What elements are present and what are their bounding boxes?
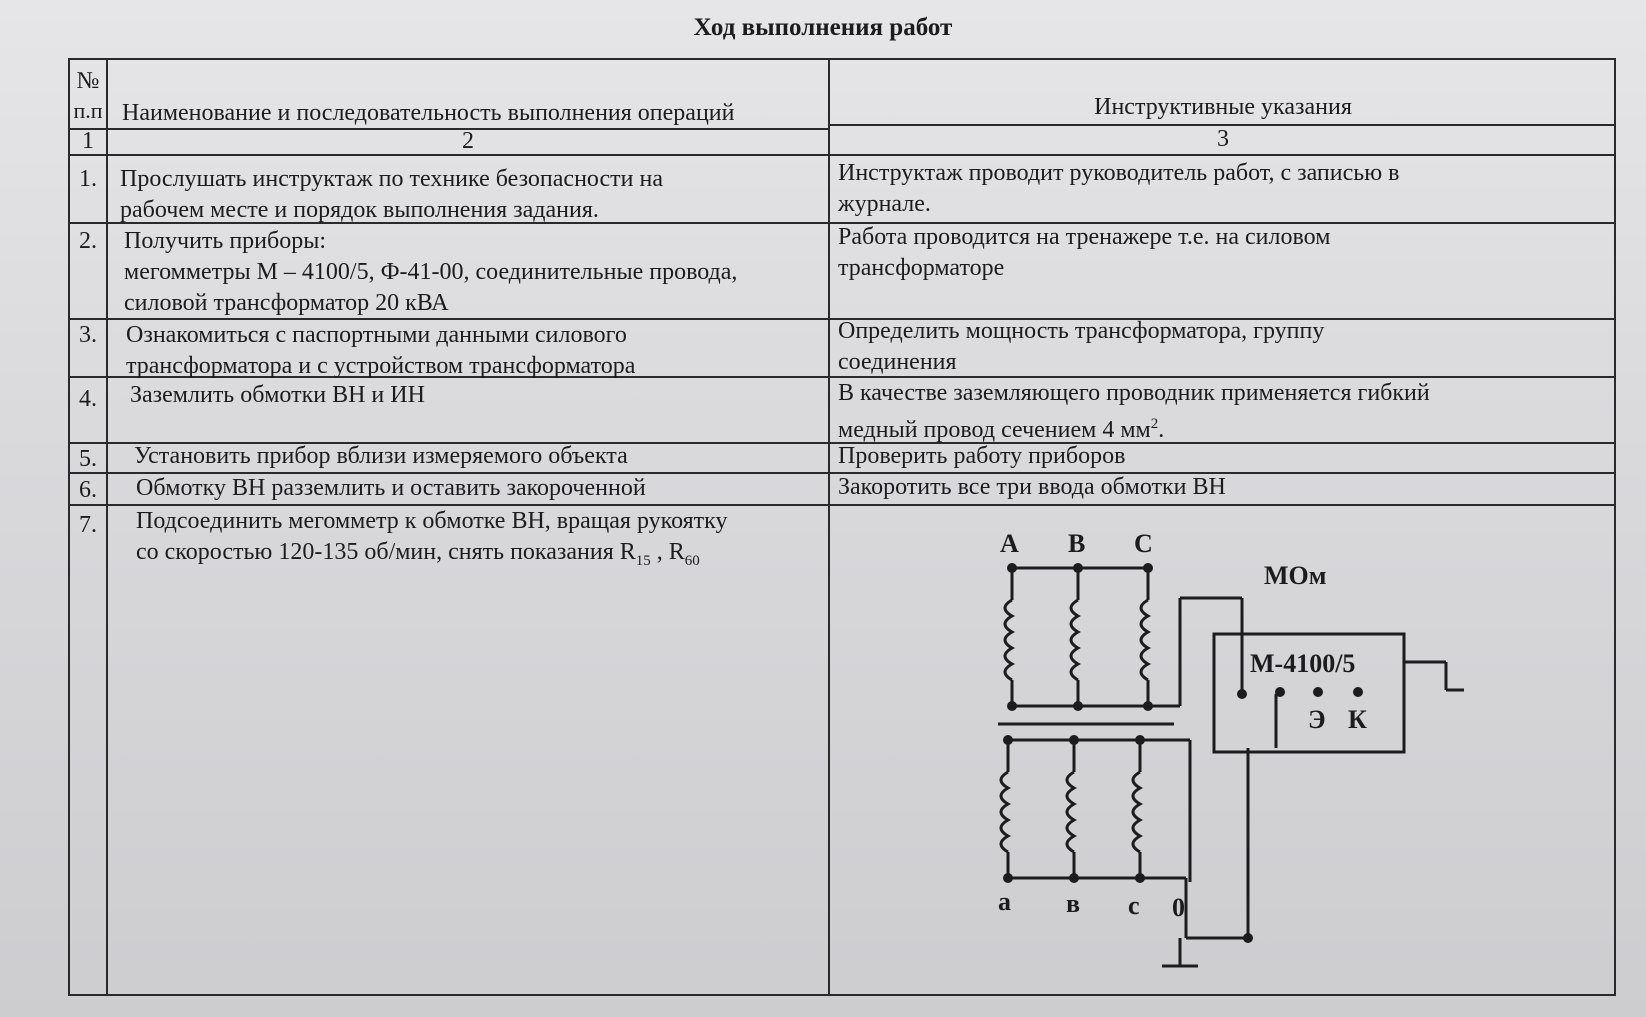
header-num-1: 1 bbox=[82, 128, 94, 154]
hv-label-b: B bbox=[1068, 529, 1086, 558]
hv-coil-c bbox=[1141, 600, 1148, 680]
meter-label: М-4100/5 bbox=[1250, 649, 1356, 678]
lv-coil-c bbox=[1133, 772, 1140, 852]
header-instructions: Инструктивные указания bbox=[1094, 94, 1352, 120]
lv-coil-b bbox=[1067, 772, 1074, 852]
unit-label: МОм bbox=[1264, 561, 1327, 590]
header-number: № п.п bbox=[73, 68, 103, 123]
hv-coil-b bbox=[1071, 600, 1078, 680]
header-operations: Наименование и последовательность выполнения операций bbox=[122, 100, 735, 126]
lv-label-c: с bbox=[1128, 891, 1140, 920]
row-instruction: Определить мощность трансформатора, группу соединения bbox=[838, 318, 1325, 375]
lv-label-a: а bbox=[998, 887, 1011, 916]
hv-label-a: A bbox=[1000, 529, 1019, 558]
page-title: Ход выполнения работ bbox=[693, 14, 953, 41]
hv-coil-a bbox=[1005, 600, 1012, 680]
row-operation: Подсоединить мегомметр к обмотке ВН, вращая рукоятку со скоростью 120-135 об/мин, снять показания $R_{15}$ , $R_{60}$ bbox=[136, 508, 728, 569]
row-number: 3. bbox=[79, 322, 97, 348]
lv-coil-a bbox=[1001, 772, 1008, 852]
row-instruction: Работа проводится на тренажере т.е. на силовом трансформаторе bbox=[838, 224, 1331, 281]
row-instruction: Инструктаж проводит руководитель работ, с записью в журнале. bbox=[838, 160, 1400, 217]
row-operation: Получить приборы: мегомметры М – 4100/5, Ф-41-00, соединительные провода, силовой трансформатор 20 кВА bbox=[124, 228, 738, 316]
row-operation: Заземлить обмотки ВН и ИН bbox=[130, 382, 425, 408]
row-operation: Ознакомиться с паспортными данными силового трансформатора и с устройством трансформатора bbox=[126, 322, 636, 379]
row-operation: Обмотку ВН разземлить и оставить закороченной bbox=[136, 475, 646, 501]
header-num-3: 3 bbox=[1217, 126, 1229, 152]
row-number: 2. bbox=[79, 228, 97, 254]
row-operation: Прослушать инструктаж по технике безопасности на рабочем месте и порядок выполнения задания. bbox=[120, 166, 663, 223]
header-num-2: 2 bbox=[462, 128, 474, 154]
row-number: 4. bbox=[79, 386, 97, 412]
row-number: 7. bbox=[79, 512, 97, 538]
terminal-k-label: К bbox=[1348, 705, 1367, 734]
row-instruction: Закоротить все три ввода обмотки ВН bbox=[838, 474, 1226, 500]
row-instruction: Проверить работу приборов bbox=[838, 443, 1126, 469]
row-operation: Установить прибор вблизи измеряемого объекта bbox=[134, 443, 628, 469]
row-number: 5. bbox=[79, 446, 97, 472]
hv-label-c: C bbox=[1134, 529, 1153, 558]
terminal-e-label: Э bbox=[1308, 705, 1326, 734]
lv-label-b: в bbox=[1066, 889, 1081, 918]
lv-label-0: 0 bbox=[1172, 893, 1185, 922]
row-number: 6. bbox=[79, 477, 97, 503]
row-instruction: В качестве заземляющего проводник применяется гибкий медный провод сечением 4 $мм^2$. bbox=[838, 380, 1430, 443]
row-number: 1. bbox=[79, 166, 97, 192]
